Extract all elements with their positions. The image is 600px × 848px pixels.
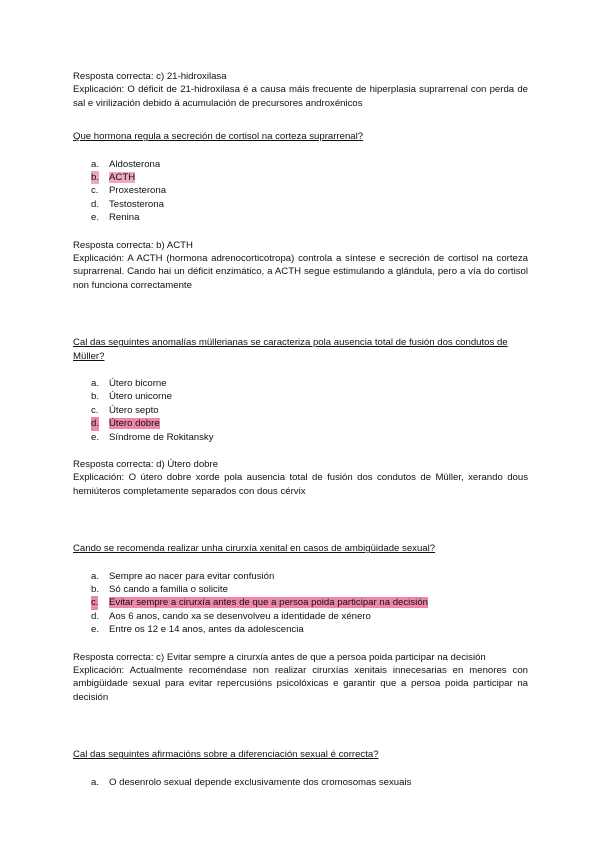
answer-title: Resposta correcta: b) ACTH: [73, 239, 193, 251]
answer-title: Resposta correcta: d) Útero dobre: [73, 458, 219, 470]
question-title: Cando se recomenda realizar unha cirurxía xenital en casos de ambigüidade sexual?: [73, 543, 436, 555]
explanation-text: Explicación: A ACTH (hormona adrenocorticotropa) controla a síntese e secreción de cortisol na corteza suprarrenal. Cando hai un déficit enzimático, a ACTH segue estimulando a glándula, pero a vía do cortisol non funciona correctamente: [73, 252, 528, 291]
question-title: Cal das seguintes afirmacións sobre a diferenciación sexual é correcta?: [73, 749, 379, 761]
option-item-correct: d. Útero dobre: [91, 418, 160, 430]
explanation-text: Explicación: Actualmente recoméndase non realizar cirurxías xenitais innecesarias en menores con ambigüidade sexual para evitar repercusións psicolóxicas e garantir que a persoa poida participar na decisión: [73, 664, 528, 703]
option-item: e. Renina: [91, 212, 140, 224]
option-item: a. Útero bicorne: [91, 378, 167, 390]
question-title: Cal das seguintes anomalías müllerianas se caracteriza pola ausencia total de fusión dos condutos de Müller?: [73, 337, 508, 362]
answer-title: Resposta correcta: c) 21-hidroxilasa: [73, 71, 227, 82]
question-title: Que hormona regula a secreción de cortisol na corteza suprarrenal?: [73, 131, 364, 143]
answer-title: Resposta correcta: c) Evitar sempre a cirurxía antes de que a persoa poida participar na decisión: [73, 651, 486, 663]
option-item: d. Aos 6 anos, cando xa se desenvolveu a identidade de xénero: [91, 610, 371, 622]
option-item: b. Só cando a familia o solicite: [91, 583, 228, 595]
option-item: a. Aldosterona: [91, 158, 161, 170]
options-list: [73, 158, 528, 225]
option-item: b. Útero unicorne: [91, 391, 172, 403]
option-item-correct: b. ACTH: [91, 172, 136, 184]
option-item: a. Sempre ao nacer para evitar confusión: [91, 570, 275, 582]
option-item: d. Testosterona: [91, 198, 164, 210]
explanation-text: Explicación: O útero dobre xorde pola ausencia total de fusión dos condutos de Müller, xerando dous hemiúteros completamente separados con dous cérvix: [73, 472, 528, 497]
options-list: [73, 776, 528, 789]
option-item: c. Proxesterona: [91, 185, 167, 197]
option-item: e. Síndrome de Rokitansky: [91, 431, 214, 443]
options-list: [73, 377, 528, 444]
option-item: c. Útero septo: [91, 404, 159, 416]
document-content: [73, 70, 528, 789]
explanation-text: Explicación: O déficit de 21-hidroxilasa é a causa máis frecuente de hiperplasia suprarrenal con perda de sal e virilización debido á acumulación de precursores androxénicos: [73, 84, 528, 109]
option-item-correct: c. Evitar sempre a cirurxía antes de que a persoa poida participar na decisión: [91, 597, 428, 609]
option-item: e. Entre os 12 e 14 anos, antes da adolescencia: [91, 624, 304, 636]
option-item: a. O desenrolo sexual depende exclusivamente dos cromosomas sexuais: [91, 776, 412, 788]
options-list: [73, 570, 528, 637]
